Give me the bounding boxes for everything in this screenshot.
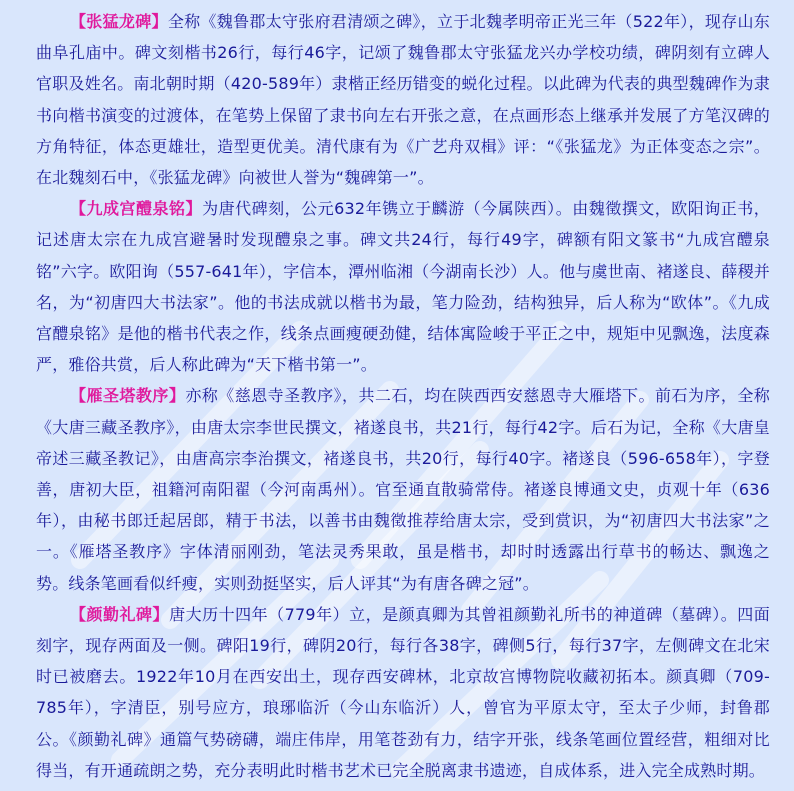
- stele-entry-yan-qinli: [36, 599, 770, 786]
- entry-title: 【九成宫醴泉铭】: [70, 199, 203, 219]
- stele-entry-zhang-menglong: [36, 6, 770, 193]
- entry-text: 为唐代碑刻，公元632年镌立于麟游（今属陕西）。由魏徵撰文，欧阳询正书，记述唐太宗在九成宫避暑时发现醴泉之事。碑文共24行，每行49字，碑额有阳文篆书“九成宫醴泉铭”六字。欧阳询（557-641年），字信本，潭州临湘（今湖南长沙）人。他与虞世南、褚遂良、薛稷并名，为“初唐四大书法家”。他的书法成就以楷书为最，笔力险劲，结构独异，后人称为“欧体”。《九成宫醴泉铭》是他的楷书代表之作，线条点画瘦硬劲健，结体寓险峻于平正之中，规矩中见飘逸，法度森严，雅俗共赏，后人称此碑为“天下楷书第一”。: [36, 199, 770, 375]
- entry-text: 亦称《慈恩寺圣教序》，共二石，均在陕西西安慈恩寺大雁塔下。前石为序，全称《大唐三藏圣教序》，由唐太宗李世民撰文，褚遂良书，共21行，每行42字。后石为记，全称《大唐皇帝述三藏圣教记》，由唐高宗李治撰文，褚遂良书，共20行，每行40字。褚遂良（596-658年），字登善，唐初大臣，祖籍河南阳翟（今河南禹州）。官至通直散骑常侍。褚遂良博通文史，贞观十年（636年），由秘书郎迁起居郎，精于书法，以善书由魏徵推荐给唐太宗，受到赏识，为“初唐四大书法家”之一。《雁塔圣教序》字体清丽刚劲，笔法灵秀果敢，虽是楷书，却时时透露出行草书的畅达、飘逸之势。线条笔画看似纤瘦，实则劲挺坚实，后人评其“为有唐各碑之冠”。: [36, 386, 771, 593]
- stele-entry-yanta-shengjiao: [36, 380, 770, 598]
- entry-text: 唐大历十四年（779年）立，是颜真卿为其曾祖颜勤礼所书的神道碑（墓碑）。四面刻字，现存两面及一侧。碑阳19行，碑阴20行，每行各38字，碑侧5行，每行37字，左侧碑文在北宋时已被磨去。1922年10月在西安出土，现存西安碑林，北京故宫博物院收藏初拓本。颜真卿（709-785年），字清臣，别号应方，琅琊临沂（今山东临沂）人，曾官为平原太守，至太子少师，封鲁郡公。《颜勤礼碑》通篇气势磅礴，端庄伟岸，用笔苍劲有力，结字开张，线条笔画位置经营，粗细对比得当，有开通疏朗之势，充分表明此时楷书艺术已完全脱离隶书遗迹，自成体系，进入完全成熟时期。: [36, 604, 771, 780]
- stele-entry-jiuchenggong: [36, 193, 770, 380]
- entry-title: 【颜勤礼碑】: [70, 604, 170, 624]
- entry-text: 全称《魏鲁郡太守张府君清颂之碑》，立于北魏孝明帝正光三年（522年），现存山东曲阜孔庙中。碑文刻楷书26行，每行46字，记颂了魏鲁郡太守张猛龙兴办学校功绩，碑阴刻有立碑人官职及姓名。南北朝时期（420-589年）隶楷正经历错变的蜕化过程。以此碑为代表的典型魏碑作为隶书向楷书演变的过渡体，在笔势上保留了隶书向左右开张之意，在点画形态上继承并发展了方笔汉碑的方角特征，体态更雄壮，造型更优美。清代康有为《广艺舟双楫》评：“《张猛龙》为正体变态之宗”。在北魏刻石中，《张猛龙碑》向被世人誉为“魏碑第一”。: [36, 12, 771, 188]
- entry-title: 【张猛龙碑】: [70, 12, 168, 31]
- entry-title: 【雁圣塔教序】: [70, 386, 186, 406]
